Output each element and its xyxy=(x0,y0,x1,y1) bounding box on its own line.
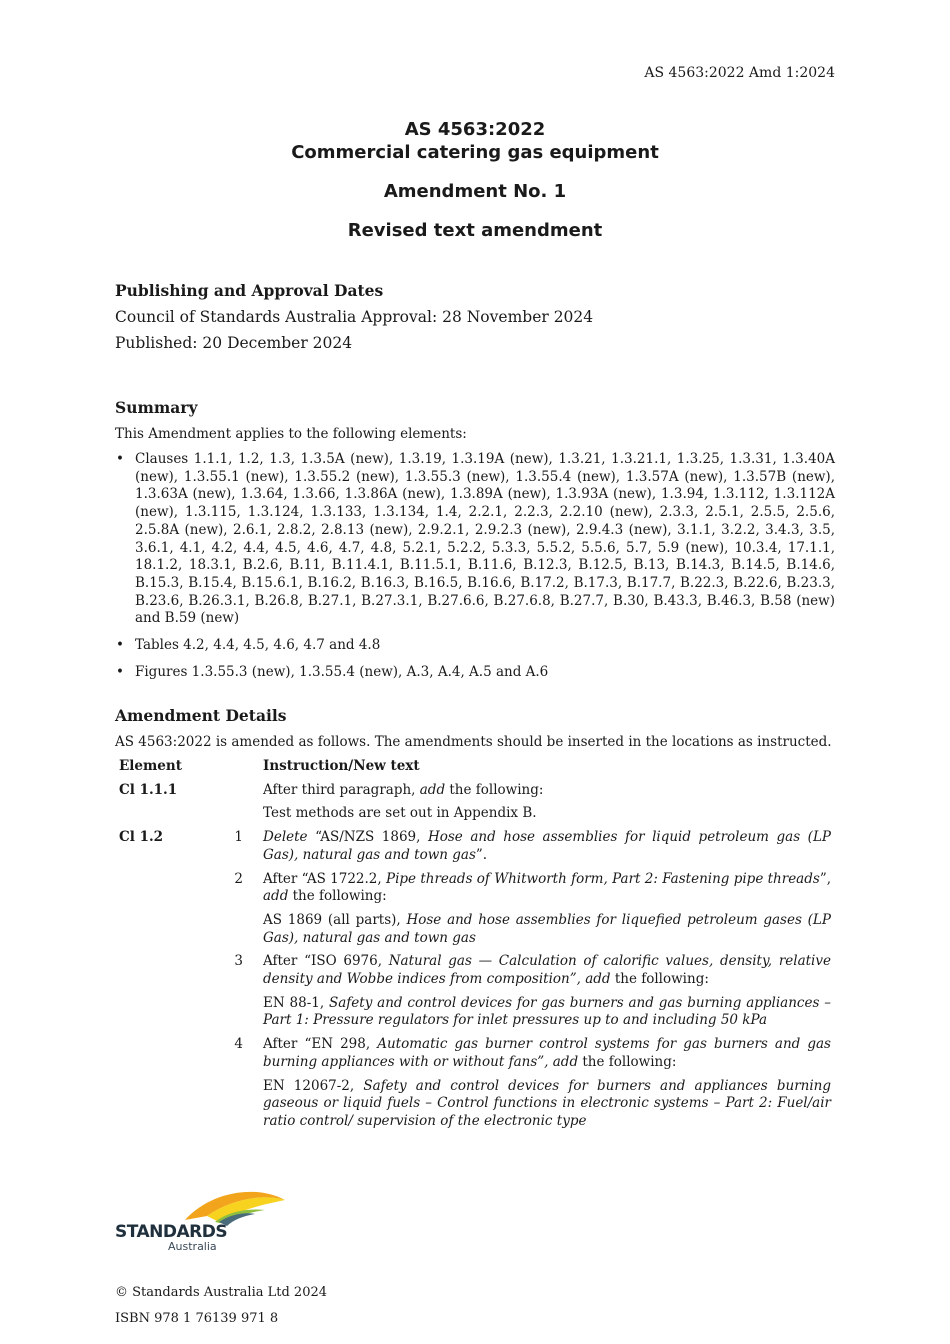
standard-number: AS 4563:2022 xyxy=(404,119,546,140)
table-header xyxy=(115,758,835,782)
item-number: 3 xyxy=(234,953,243,970)
new-text: EN 88-1, Safety and control devices for gas burners and gas burning appliances – Part 1: Pressure regulators for inlet pressures up to and including 50 kPa xyxy=(263,994,831,1029)
table-row xyxy=(115,871,835,912)
list-item-clauses: • Clauses 1.1.1, 1.2, 1.3, 1.3.5A (new), 1.3.19, 1.3.19A (new), 1.3.21, 1.3.21.1, 1.3.25, 1.3.31, 1.3.40A (new), 1.3.55.1 (new), 1.3.55.2 (new), 1.3.55.3 (new), 1.3.55.4 (new), 1.3.57A (new), 1.3.57B (new), 1.3.63A (new), 1.3.64, 1.3.66, 1.3.86A (new), 1.3.89A (new), 1.3.93A (new), 1.3.94, 1.3.112, 1.3.112A (new), 1.3.115, 1.3.124, 1.3.133, 1.3.134, 1.4, 2.2.1, 2.2.3, 2.2.10 (new), 2.3.3, 2.5.1, 2.5.5, 2.5.6, 2.5.8A (new), 2.6.1, 2.8.2, 2.8.13 (new), 2.9.2.1, 2.9.2.3 (new), 2.9.4.3 (new), 3.1.1, 3.2.2, 3.4.3, 3.5, 3.6.1, 4.1, 4.2, 4.4, 4.5, 4.6, 4.7, 4.8, 5.2.1, 5.2.2, 5.3.3, 5.5.2, 5.5.6, 5.7, 5.9 (new), 10.3.4, 17.1.1, 18.1.2, 18.3.1, B.2.6, B.11, B.11.4.1, B.11.5.1, B.11.6, B.12.3, B.12.5, B.13, B.14.3, B.14.5, B.14.6, B.15.3, B.15.4, B.15.6.1, B.16.2, B.16.3, B.16.5, B.16.6, B.17.2, B.17.3, B.17.7, B.22.3, B.22.6, B.23.3, B.23.6, B.26.3.1, B.26.8, B.27.1, B.27.3.1, B.27.6.6, B.27.6.8, B.27.7, B.30, B.43.3, B.46.3, B.58 (new) and B.59 (new) xyxy=(135,451,835,628)
details-heading: Amendment Details xyxy=(115,706,287,725)
title-block xyxy=(115,118,835,242)
new-text: EN 12067-2, Safety and control devices for burners and appliances burning gaseous or liquid fuels – Control functions in electronic systems – Part 2: Fuel/air ratio control/ supervision of the electronic type xyxy=(263,1077,831,1129)
instruction-text: After “ISO 6976, Natural gas — Calculation of calorific values, density, relative density and Wobbe indices from composition”, add the following: xyxy=(263,953,831,988)
instruction-text: After “EN 298, Automatic gas burner control systems for gas burners and gas burning appliances with or without fans”, add the following: xyxy=(263,1036,831,1070)
document-reference: AS 4563:2022 Amd 1:2024 xyxy=(644,65,835,81)
element-label: Cl 1.1.1 xyxy=(119,781,178,798)
table-row xyxy=(115,953,835,994)
logo-swoosh-icon xyxy=(115,1186,295,1226)
summary-intro: This Amendment applies to the following elements: xyxy=(115,426,467,442)
new-text: AS 1869 (all parts), Hose and hose assemblies for liquefied petroleum gases (LP Gas), natural gas and town gas xyxy=(263,911,831,946)
publishing-heading: Publishing and Approval Dates xyxy=(115,281,384,300)
instruction-text: Delete “AS/NZS 1869, Hose and hose assemblies for liquid petroleum gas (LP Gas), natural gas and town gas”. xyxy=(263,829,832,863)
column-element: Element xyxy=(119,758,182,774)
summary-section xyxy=(115,398,835,690)
column-instruction: Instruction/New text xyxy=(263,758,420,774)
summary-heading: Summary xyxy=(115,398,198,417)
published-date: Published: 20 December 2024 xyxy=(115,334,353,352)
amendment-type: Revised text amendment xyxy=(347,220,603,241)
table-row xyxy=(115,995,835,1036)
logo-subtitle: Australia xyxy=(168,1240,217,1253)
table-row xyxy=(115,829,835,870)
list-item-figures: • Figures 1.3.55.3 (new), 1.3.55.4 (new), A.3, A.4, A.5 and A.6 xyxy=(135,664,835,682)
approval-date: Council of Standards Australia Approval: 28 November 2024 xyxy=(115,308,594,326)
footer xyxy=(115,1280,327,1332)
instruction-text: After “AS 1722.2, Pipe threads of Whitworth form, Part 2: Fastening pipe threads”, add the following: xyxy=(263,870,832,905)
table-row xyxy=(115,782,835,806)
amendment-table xyxy=(115,758,835,1137)
table-row xyxy=(115,912,835,953)
copyright: © Standards Australia Ltd 2024 xyxy=(115,1285,328,1300)
amendment-details-section xyxy=(115,706,835,1137)
standards-australia-logo xyxy=(115,1186,295,1256)
publishing-section xyxy=(115,281,593,352)
new-text: Test methods are set out in Appendix B. xyxy=(263,805,537,822)
standard-title: Commercial catering gas equipment xyxy=(291,142,659,163)
table-row xyxy=(115,805,835,829)
item-number: 2 xyxy=(234,870,243,887)
element-label: Cl 1.2 xyxy=(119,829,164,846)
item-number: 1 xyxy=(234,829,243,846)
table-row xyxy=(115,1036,835,1077)
item-number: 4 xyxy=(234,1036,243,1053)
instruction-text: After third paragraph, add the following: xyxy=(263,781,544,798)
amendment-number: Amendment No. 1 xyxy=(383,181,567,202)
details-intro: AS 4563:2022 is amended as follows. The amendments should be inserted in the locations as instructed. xyxy=(115,734,832,750)
list-item-tables: • Tables 4.2, 4.4, 4.5, 4.6, 4.7 and 4.8 xyxy=(135,637,835,655)
table-row xyxy=(115,1078,835,1137)
summary-list xyxy=(115,451,835,681)
logo-wordmark: STANDARDS xyxy=(115,1222,228,1242)
isbn: ISBN 978 1 76139 971 8 xyxy=(115,1311,279,1326)
